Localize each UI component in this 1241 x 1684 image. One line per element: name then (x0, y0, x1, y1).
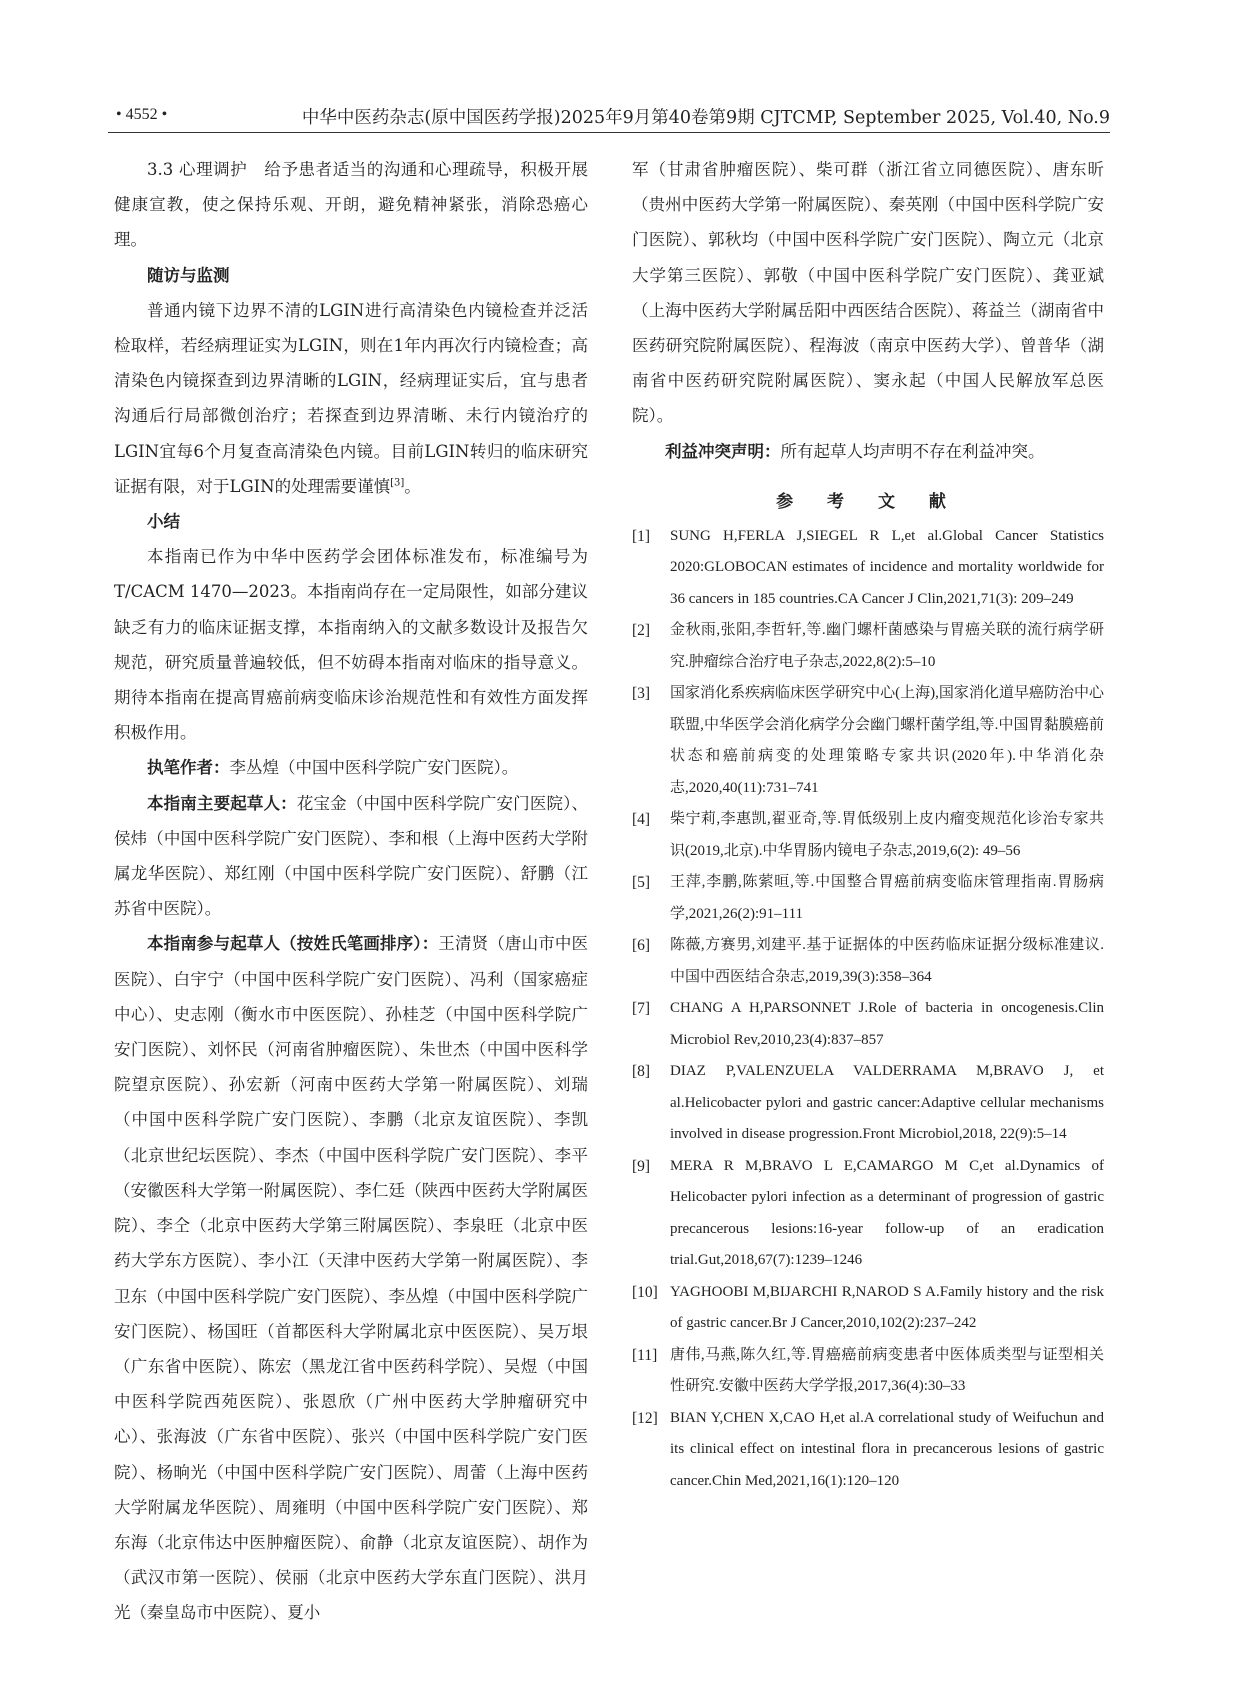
reference-number: [10] (632, 1283, 658, 1301)
reference-item (632, 1277, 1104, 1340)
reference-text: YAGHOOBI M,BIJARCHI R,NAROD S A.Family history and the risk of gastric cancer.Br J Cancer,2010,102(2):237–242 (670, 1283, 1104, 1332)
reference-text: CHANG A H,PARSONNET J.Role of bacteria in oncogenesis.Clin Microbiol Rev,2010,23(4):837–857 (670, 1000, 1104, 1048)
reference-text: 唐伟,马燕,陈久红,等.胃癌癌前病变患者中医体质类型与证型相关性研究.安徽中医药大学学报,2017,36(4):30–33 (670, 1346, 1104, 1395)
left-column (114, 152, 588, 1631)
reference-number: [4] (632, 811, 651, 829)
participating-drafters-paragraph (114, 926, 588, 1630)
conflict-text: 所有起草人均声明不存在利益冲突。 (780, 441, 1045, 461)
right-column (632, 152, 1104, 1497)
reference-item (632, 1056, 1104, 1151)
main-drafters-label: 本指南主要起草人： (147, 793, 297, 813)
reference-text: MERA R M,BRAVO L E,CAMARGO M C,et al.Dynamics of Helicobacter pylori infection as a determinant of progression of gastric precancerous lesions:16-year follow-up of an eradication trial.Gut,2018,67(7):1239–1246 (670, 1157, 1104, 1269)
conflict-statement (632, 434, 1104, 469)
reference-text: 柴宁莉,李惠凯,翟亚奇,等.胃低级别上皮内瘤变规范化诊治专家共识(2019,北京).中华胃肠内镜电子杂志,2019,6(2): 49–56 (670, 811, 1104, 859)
reference-text: BIAN Y,CHEN X,CAO H,et al.A correlational study of Weifuchun and its clinical effect on intestinal flora in precancerous lesions of gastric cancer.Chin Med,2021,16(1):120–120 (670, 1409, 1104, 1489)
author-paragraph (114, 750, 588, 785)
main-drafters-text: 花宝金（中国中医科学院广安门医院）、侯炜（中国中医科学院广安门医院）、李和根（上海中医药大学附属龙华医院）、郑红刚（中国中医科学院广安门医院）、舒鹏（江苏省中医院）。 (114, 793, 589, 919)
reference-item (632, 1151, 1104, 1277)
reference-text: 陈薇,方赛男,刘建平.基于证据体的中医药临床证据分级标准建议.中国中西医结合杂志,2019,39(3):358–364 (670, 937, 1104, 985)
reference-item (632, 678, 1104, 804)
reference-text: DIAZ P,VALENZUELA VALDERRAMA M,BRAVO J, et al.Helicobacter pylori and gastric cancer:Adaptive cellular mechanisms involved in disease progression.Front Microbiol,2018, 22(9):5–14 (670, 1063, 1104, 1143)
reference-item (632, 1403, 1104, 1498)
reference-number: [6] (632, 937, 651, 955)
participating-drafters-text: 王清贤（唐山市中医医院）、白宇宁（中国中医科学院广安门医院）、冯利（国家癌症中心）、史志刚（衡水市中医医院）、孙桂芝（中国中医科学院广安门医院）、刘怀民（河南省肿瘤医院）、朱世杰（中国中医科学院望京医院）、孙宏新（河南中医药大学第一附属医院）、刘瑞（中国中医科学院广安门医院）、李鹏（北京友谊医院）、李凯（北京世纪坛医院）、李杰（中国中医科学院广安门医院）、李平（安徽医科大学第一附属医院）、李仁廷（陕西中医药大学附属医院）、李仝（北京中医药大学第三附属医院）、李泉旺（北京中医药大学东方医院）、李小江（天津中医药大学第一附属医院）、李卫东（中国中医科学院广安门医院）、李丛煌（中国中医科学院广安门医院）、杨国旺（首都医科大学附属北京中医医院）、吴万垠（广东省中医院）、陈宏（黑龙江省中医药科学院）、吴煜（中国中医科学院西苑医院）、张恩欣（广州中医药大学肿瘤研究中心）、张海波（广东省中医院）、张兴（中国中医科学院广安门医院）、杨晌光（中国中医科学院广安门医院）、周蕾（上海中医药大学附属龙华医院）、周雍明（中国中医科学院广安门医院）、郑东海（北京伟达中医肿瘤医院）、俞静（北京友谊医院）、胡作为（武汉市第一医院）、侯丽（北京中医药大学东直门医院）、洪月光（秦皇岛市中医院）、夏小 (114, 934, 589, 1623)
reference-text: 王萍,李鹏,陈萦晅,等.中国整合胃癌前病变临床管理指南.胃肠病学,2021,26(2):91–111 (670, 874, 1104, 922)
reference-number: [9] (632, 1157, 651, 1175)
journal-citation: 中华中医药杂志(原中国医药学报)2025年9月第40卷第9期 CJTCMP, September 2025, Vol.40, No.9 (301, 108, 1110, 128)
reference-number: [7] (632, 1000, 651, 1018)
participating-drafters-label: 本指南参与起草人（按姓氏笔画排序）： (147, 934, 439, 954)
reference-item (632, 615, 1104, 678)
reference-text: 金秋雨,张阳,李哲轩,等.幽门螺杆菌感染与胃癌关联的流行病学研究.肿瘤综合治疗电子杂志,2022,8(2):5–10 (670, 622, 1104, 670)
author-text: 李丛煌（中国中医科学院广安门医院）。 (229, 758, 519, 778)
reference-text: 国家消化系疾病临床医学研究中心(上海),国家消化道早癌防治中心联盟,中华医学会消化病学分会幽门螺杆菌学组,等.中国胃黏膜癌前状态和癌前病变的处理策略专家共识(2020年).中华消化杂志,2020,40(11):731–741 (670, 685, 1104, 796)
reference-list (632, 521, 1104, 1498)
conflict-label: 利益冲突声明： (665, 441, 781, 461)
reference-number: [11] (632, 1346, 658, 1364)
followup-text: 普通内镜下边界不清的LGIN进行高清染色内镜检查并泛活检取样，若经病理证实为LGIN，则在1年内再次行内镜检查；高清染色内镜探查到边界清晰的LGIN，经病理证实后，宜与患者沟通后行局部微创治疗；若探查到边界清晰、未行内镜治疗的LGIN宜每6个月复查高清染色内镜。目前LGIN转归的临床研究证据有限，对于LGIN的处理需要谨慎 (114, 300, 588, 496)
header-rule (108, 132, 1110, 133)
followup-end: 。 (404, 476, 421, 496)
author-label: 执笔作者： (147, 758, 230, 778)
reference-text: SUNG H,FERLA J,SIEGEL R L,et al.Global Cancer Statistics 2020:GLOBOCAN estimates of incidence and mortality worldwide for 36 cancers in 185 countries.CA Cancer J Clin,2021,71(3): 209–249 (670, 527, 1104, 607)
reference-number: [3] (632, 685, 651, 703)
reference-number: [12] (632, 1409, 658, 1427)
section-3-3-label: 3.3 心理调护 (147, 160, 248, 179)
section-3-3 (114, 152, 588, 258)
reference-item (632, 993, 1104, 1056)
reference-item (632, 930, 1104, 993)
running-header (108, 102, 1110, 132)
references-heading: 参 考 文 献 (776, 491, 960, 512)
main-drafters-paragraph (114, 786, 588, 927)
summary-heading: 小结 (147, 512, 180, 532)
followup-heading: 随访与监测 (147, 265, 230, 285)
reference-number: [8] (632, 1063, 651, 1081)
page-number: • 4552 • (116, 106, 168, 123)
reference-item (632, 804, 1104, 867)
reference-number: [5] (632, 874, 651, 892)
reference-item (632, 521, 1104, 616)
reference-number: [2] (632, 622, 651, 640)
followup-paragraph (114, 293, 588, 504)
drafters-continued: 军（甘肃省肿瘤医院）、柴可群（浙江省立同德医院）、唐东昕（贵州中医药大学第一附属医院）、秦英刚（中国中医科学院广安门医院）、郭秋均（中国中医科学院广安门医院）、陶立元（北京大学第三医院）、郭敬（中国中医科学院广安门医院）、龚亚斌（上海中医药大学附属岳阳中西医结合医院）、蒋益兰（湖南省中医药研究院附属医院）、程海波（南京中医药大学）、曾普华（湖南省中医药研究院附属医院）、窦永起（中国人民解放军总医院）。 (632, 160, 1104, 426)
reference-number: [1] (632, 527, 651, 545)
summary-paragraph: 本指南已作为中华中医药学会团体标准发布，标准编号为T/CACM 1470—2023。本指南尚存在一定局限性，如部分建议缺乏有力的临床证据支撑，本指南纳入的文献多数设计及报告欠规范，研究质量普遍较低，但不妨碍本指南对临床的指导意义。期待本指南在提高胃癌前病变临床诊治规范性和有效性方面发挥积极作用。 (114, 547, 588, 743)
reference-item (632, 867, 1104, 930)
reference-item (632, 1340, 1104, 1403)
followup-citation: [3] (390, 477, 405, 489)
section-3-3-text: 给予患者适当的沟通和心理疏导，积极开展健康宣教，使之保持乐观、开朗，避免精神紧张，消除恐癌心理。 (114, 160, 588, 250)
